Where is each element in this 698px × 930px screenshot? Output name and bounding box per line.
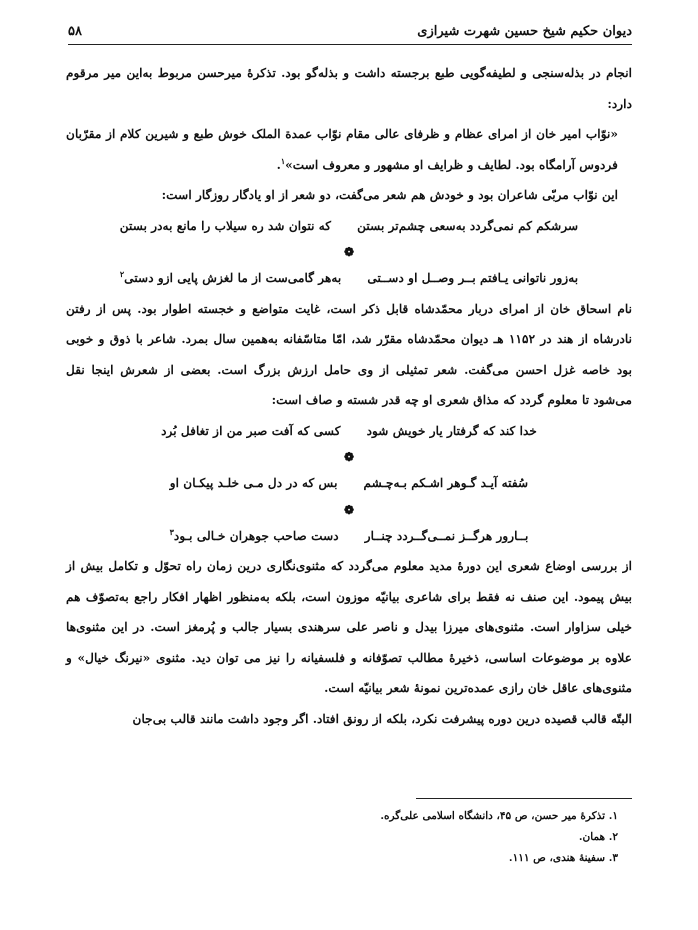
running-header bbox=[68, 22, 632, 45]
footnote-ref-3: ۳ bbox=[169, 526, 174, 537]
running-title: دیوان حکیم شیخ حسین شهرت شیرازی bbox=[417, 24, 632, 39]
verse-couplet-2 bbox=[66, 263, 632, 294]
page-number: ۵۸ bbox=[68, 24, 82, 39]
main-text bbox=[66, 58, 632, 734]
verse-couplet-1 bbox=[66, 211, 632, 242]
star-ornament: ❁ bbox=[343, 450, 355, 464]
footnotes bbox=[66, 806, 618, 869]
footnote-ref-1: ۱ bbox=[280, 155, 286, 166]
footnote-ref-2: ۲ bbox=[119, 268, 125, 279]
verse-hemistich-left: که نتوان شد ره سیلاب را مانع به‌در بستن bbox=[119, 218, 332, 233]
verse-couplet-3 bbox=[66, 416, 632, 447]
paragraph-masnavi: از بررسی اوضاع شعری این دورهٔ مدید معلوم می‌گردد که مثنوی‌نگاری درین زمان راه تحوّل و تکامل بیش از بیش پیمود. این صنف نه فقط برای شاعری بیانیّه موزون است، بلکه به‌منظور اظهار افکار راجع به‌تصوّف هم خیلی سزاوار است. مثنوی‌های میرزا بیدل و ناصر علی سرهندی بسیار جالب و پُرمغز است. در این مثنوی‌ها علاوه بر موضوعات اساسی، ذخیرهٔ مطالب تصوّفانه و فلسفیانه را نیز می توان دید. مثنوی «نیرنگ خیال» و مثنوی‌های عاقل خان رازی عمده‌ترین نمونهٔ شعر بیانیّه است. bbox=[66, 559, 632, 695]
paragraph-ishaq-khan: نام اسحاق خان از امرای دربار محمّدشاه قابل ذکر است، غایت متواضع و خجسته اطوار بود. پس از رفتن نادرشاه از هند در ۱۱۵۲ هـ دیوان محمّدشاه مقرّر شد، امّا متاسّفانه به‌همین سال بمرد. شاعر با ذوق و خوبی بود خاصه غزل احسن می‌گفت. شعر تمثیلی از وی حامل ارزش بزرگ است. بعضی از شعرش اینجا نقل می‌شود تا معلوم گردد که مذاق شعری او چه قدر شسته و صاف است: bbox=[66, 301, 632, 407]
paragraph-intro: انجام در بذله‌سنجی و لطیفه‌گویی طبع برجسته داشت و بذله‌گو بود. تذکرهٔ میرحسن مربوط به‌این میر مرقوم دارد: bbox=[66, 66, 632, 111]
verse-hemistich-left: به‌هر گامی‌ست از ما لغزش پایی ازو دستی$^۲$ bbox=[119, 268, 342, 285]
paragraph-qasida: البتّه قالب قصیده درین دوره پیشرفت نکرد، بلکه از رونق افتاد. اگر وجود داشت مانند قالب بی‌جان bbox=[132, 711, 632, 726]
verse-hemistich-right: بــارور هرگــز نمــی‌گــردد چنــار bbox=[364, 528, 529, 543]
star-ornament: ❁ bbox=[343, 245, 355, 259]
paragraph-patron: این نوّاب مربّی شاعران بود و خودش هم شعر می‌گفت، دو شعر از او یادگار روزگار است: bbox=[161, 188, 618, 202]
verse-hemistich-left: دست صاحب جوهران خـالی بـود$^۳$ bbox=[169, 526, 339, 543]
quotation-end: . bbox=[276, 157, 281, 172]
quotation bbox=[66, 119, 632, 180]
star-ornament: ❁ bbox=[343, 502, 355, 517]
verse-hemistich-right: به‌زور ناتوانی یـافتم بــر وصــل او دســتی bbox=[367, 271, 579, 285]
footnote-divider bbox=[416, 798, 632, 799]
verse-hemistich-left: کسی که آفت صبر من از تغافل بُرد bbox=[161, 423, 341, 438]
quotation-text: «نوّاب امیر خان از امرای عظام و ظرفای عالی مقام نوّاب عمدة الملک خوش طبع و شیرین کلام از مقرّبان فردوس آرامگاه بود. لطایف و ظرایف او مشهور و معروف است» bbox=[66, 127, 618, 172]
verse-couplet-4 bbox=[66, 468, 632, 499]
verse-hemistich-right: سُفته آیـد گـوهر اشـکم بـه‌چـشم bbox=[363, 476, 529, 490]
verse-hemistich-right: سرشکم کم نمی‌گردد به‌سعی چشم‌تر بستن bbox=[357, 218, 579, 233]
footnote-2: ۲. همان. bbox=[578, 831, 618, 843]
footnote-1: ۱. تذکرهٔ میر حسن، ص ۴۵، دانشگاه اسلامی علی‌گره. bbox=[380, 810, 618, 822]
verse-hemistich-left: بس که در دل مـی خلـد پیکـان او bbox=[169, 476, 338, 490]
verse-couplet-5 bbox=[66, 521, 632, 552]
footnote-3: ۳. سفینهٔ هندی، ص ۱۱۱. bbox=[508, 852, 618, 864]
verse-hemistich-right: خدا کند که گرفتار یار خویش شود bbox=[366, 423, 537, 438]
